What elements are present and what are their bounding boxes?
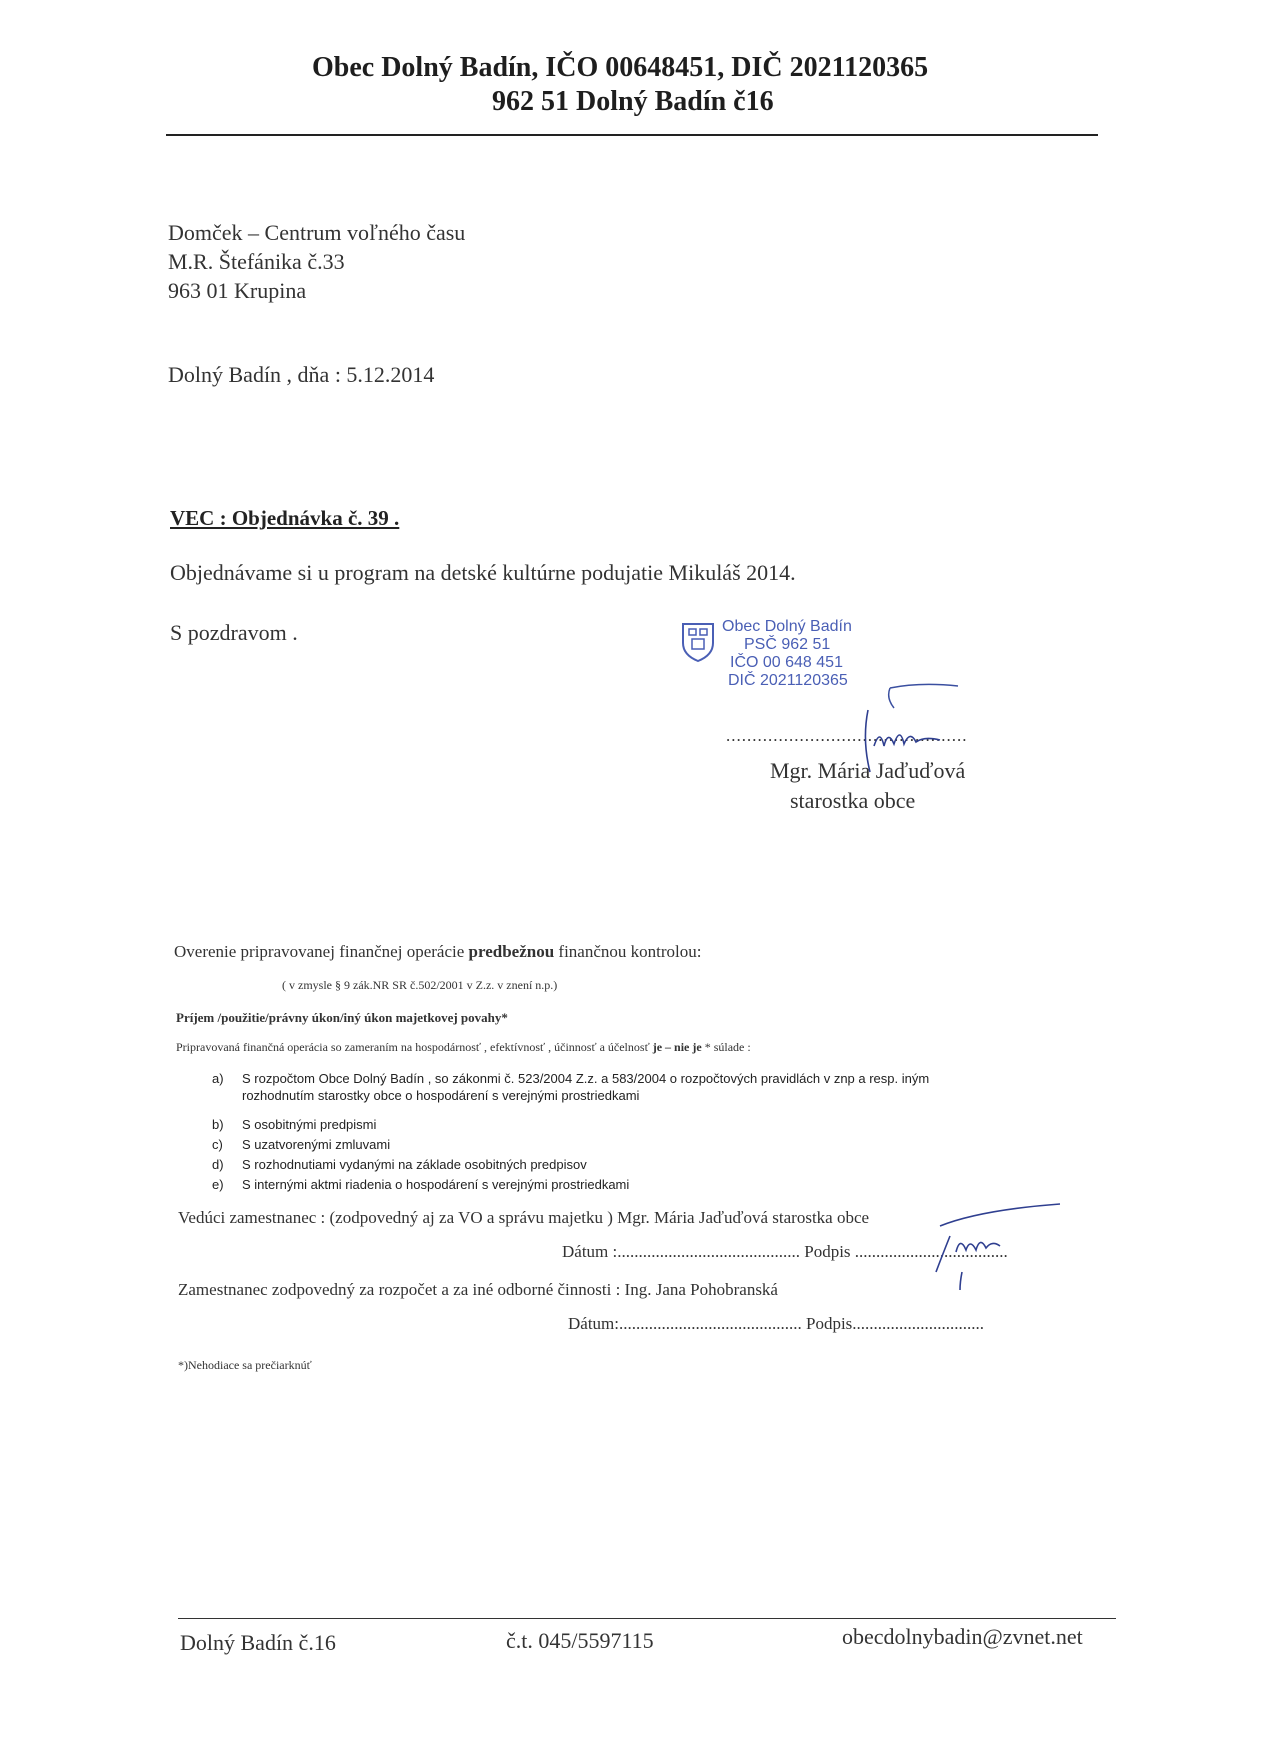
- stamp-line-2: PSČ 962 51: [744, 636, 831, 653]
- stamp-line-4: DIČ 2021120365: [728, 672, 848, 689]
- stamp-line-1: Obec Dolný Badín: [722, 618, 852, 635]
- statement-bold: je – nie je: [652, 1040, 702, 1054]
- control-statement: [176, 1040, 751, 1055]
- employee-line: Zamestnanec zodpovedný za rozpočet a za iné odborné činnosti : Ing. Jana Pohobranská: [178, 1280, 778, 1299]
- control-title-post: finančnou kontrolou:: [554, 942, 702, 961]
- greeting: S pozdravom .: [170, 620, 298, 645]
- control-law: ( v zmysle § 9 zák.NR SR č.502/2001 v Z.z. v znení n.p.): [282, 978, 558, 992]
- stamp-line-3: IČO 00 648 451: [730, 654, 843, 671]
- recipient-city: 963 01 Krupina: [168, 278, 307, 303]
- manager-signature-mark: [920, 1196, 1070, 1292]
- control-title-pre: Overenie pripravovanej finančnej operácie: [174, 942, 469, 961]
- list-text: S internými aktmi riadenia o hospodárení s verejnými prostriedkami: [242, 1177, 630, 1192]
- footer-address: Dolný Badín č.16: [180, 1630, 336, 1655]
- list-text-cont: rozhodnutím starostky obce o hospodárení s verejnými prostriedkami: [242, 1088, 640, 1103]
- list-letter: e): [212, 1177, 224, 1192]
- recipient-name: Domček – Centrum voľného času: [168, 220, 466, 245]
- list-item: [212, 1176, 629, 1193]
- official-stamp: [680, 618, 910, 710]
- list-letter: b): [212, 1117, 224, 1132]
- header-title: Obec Dolný Badín, IČO 00648451, DIČ 2021120365: [312, 52, 929, 83]
- signature-dots: ..............................................: [726, 726, 968, 745]
- list-letter: c): [212, 1137, 223, 1152]
- footer-phone: č.t. 045/5597115: [506, 1628, 654, 1653]
- signatory-name: Mgr. Mária Jaďuďová: [770, 758, 966, 783]
- list-letter: d): [212, 1157, 224, 1172]
- manager-date-signature: Dátum :........................................... Podpis ....................................: [562, 1242, 1008, 1261]
- header-divider: [166, 134, 1098, 136]
- employee-date-signature: Dátum:........................................... Podpis...............................: [568, 1314, 985, 1333]
- list-item: [212, 1136, 390, 1153]
- list-text: S rozhodnutiami vydanými na základe osobitných predpisov: [242, 1157, 587, 1172]
- control-type: Príjem /použitie/právny úkon/iný úkon majetkovej povahy*: [176, 1010, 508, 1025]
- header-address: 962 51 Dolný Badín č16: [492, 86, 774, 117]
- control-title: [174, 942, 701, 962]
- subject-line: VEC : Objednávka č. 39 .: [170, 506, 400, 530]
- footer-divider: [178, 1618, 1116, 1619]
- list-text: S uzatvorenými zmluvami: [242, 1137, 391, 1152]
- control-title-bold: predbežnou: [468, 942, 555, 961]
- coat-of-arms-icon: [680, 621, 716, 663]
- statement-post: * súlade :: [701, 1040, 751, 1054]
- list-text: S osobitnými predpismi: [242, 1117, 377, 1132]
- body-text: Objednávame si u program na detské kultúrne podujatie Mikuláš 2014.: [170, 560, 796, 585]
- footer-email: obecdolnybadin@zvnet.net: [842, 1624, 1083, 1649]
- list-letter: a): [212, 1071, 224, 1086]
- recipient-street: M.R. Štefánika č.33: [168, 249, 345, 274]
- statement-pre: Pripravovaná finančná operácia so zameraním na hospodárnosť , efektívnosť , účinnosť a účelnosť: [176, 1040, 653, 1054]
- footnote: *)Nehodiace sa prečiarknúť: [178, 1358, 312, 1372]
- manager-line: Vedúci zamestnanec : (zodpovedný aj za VO a správu majetku ) Mgr. Mária Jaďuďová starostka obce: [178, 1208, 870, 1227]
- list-item: [212, 1156, 587, 1173]
- list-item: [212, 1116, 376, 1133]
- date-line: Dolný Badín , dňa : 5.12.2014: [168, 362, 435, 387]
- list-text: S rozpočtom Obce Dolný Badín , so zákonmi č. 523/2004 Z.z. a 583/2004 o rozpočtových pravidlách v znp a resp. iným: [242, 1071, 930, 1086]
- list-item: [212, 1070, 929, 1104]
- signatory-role: starostka obce: [790, 788, 916, 813]
